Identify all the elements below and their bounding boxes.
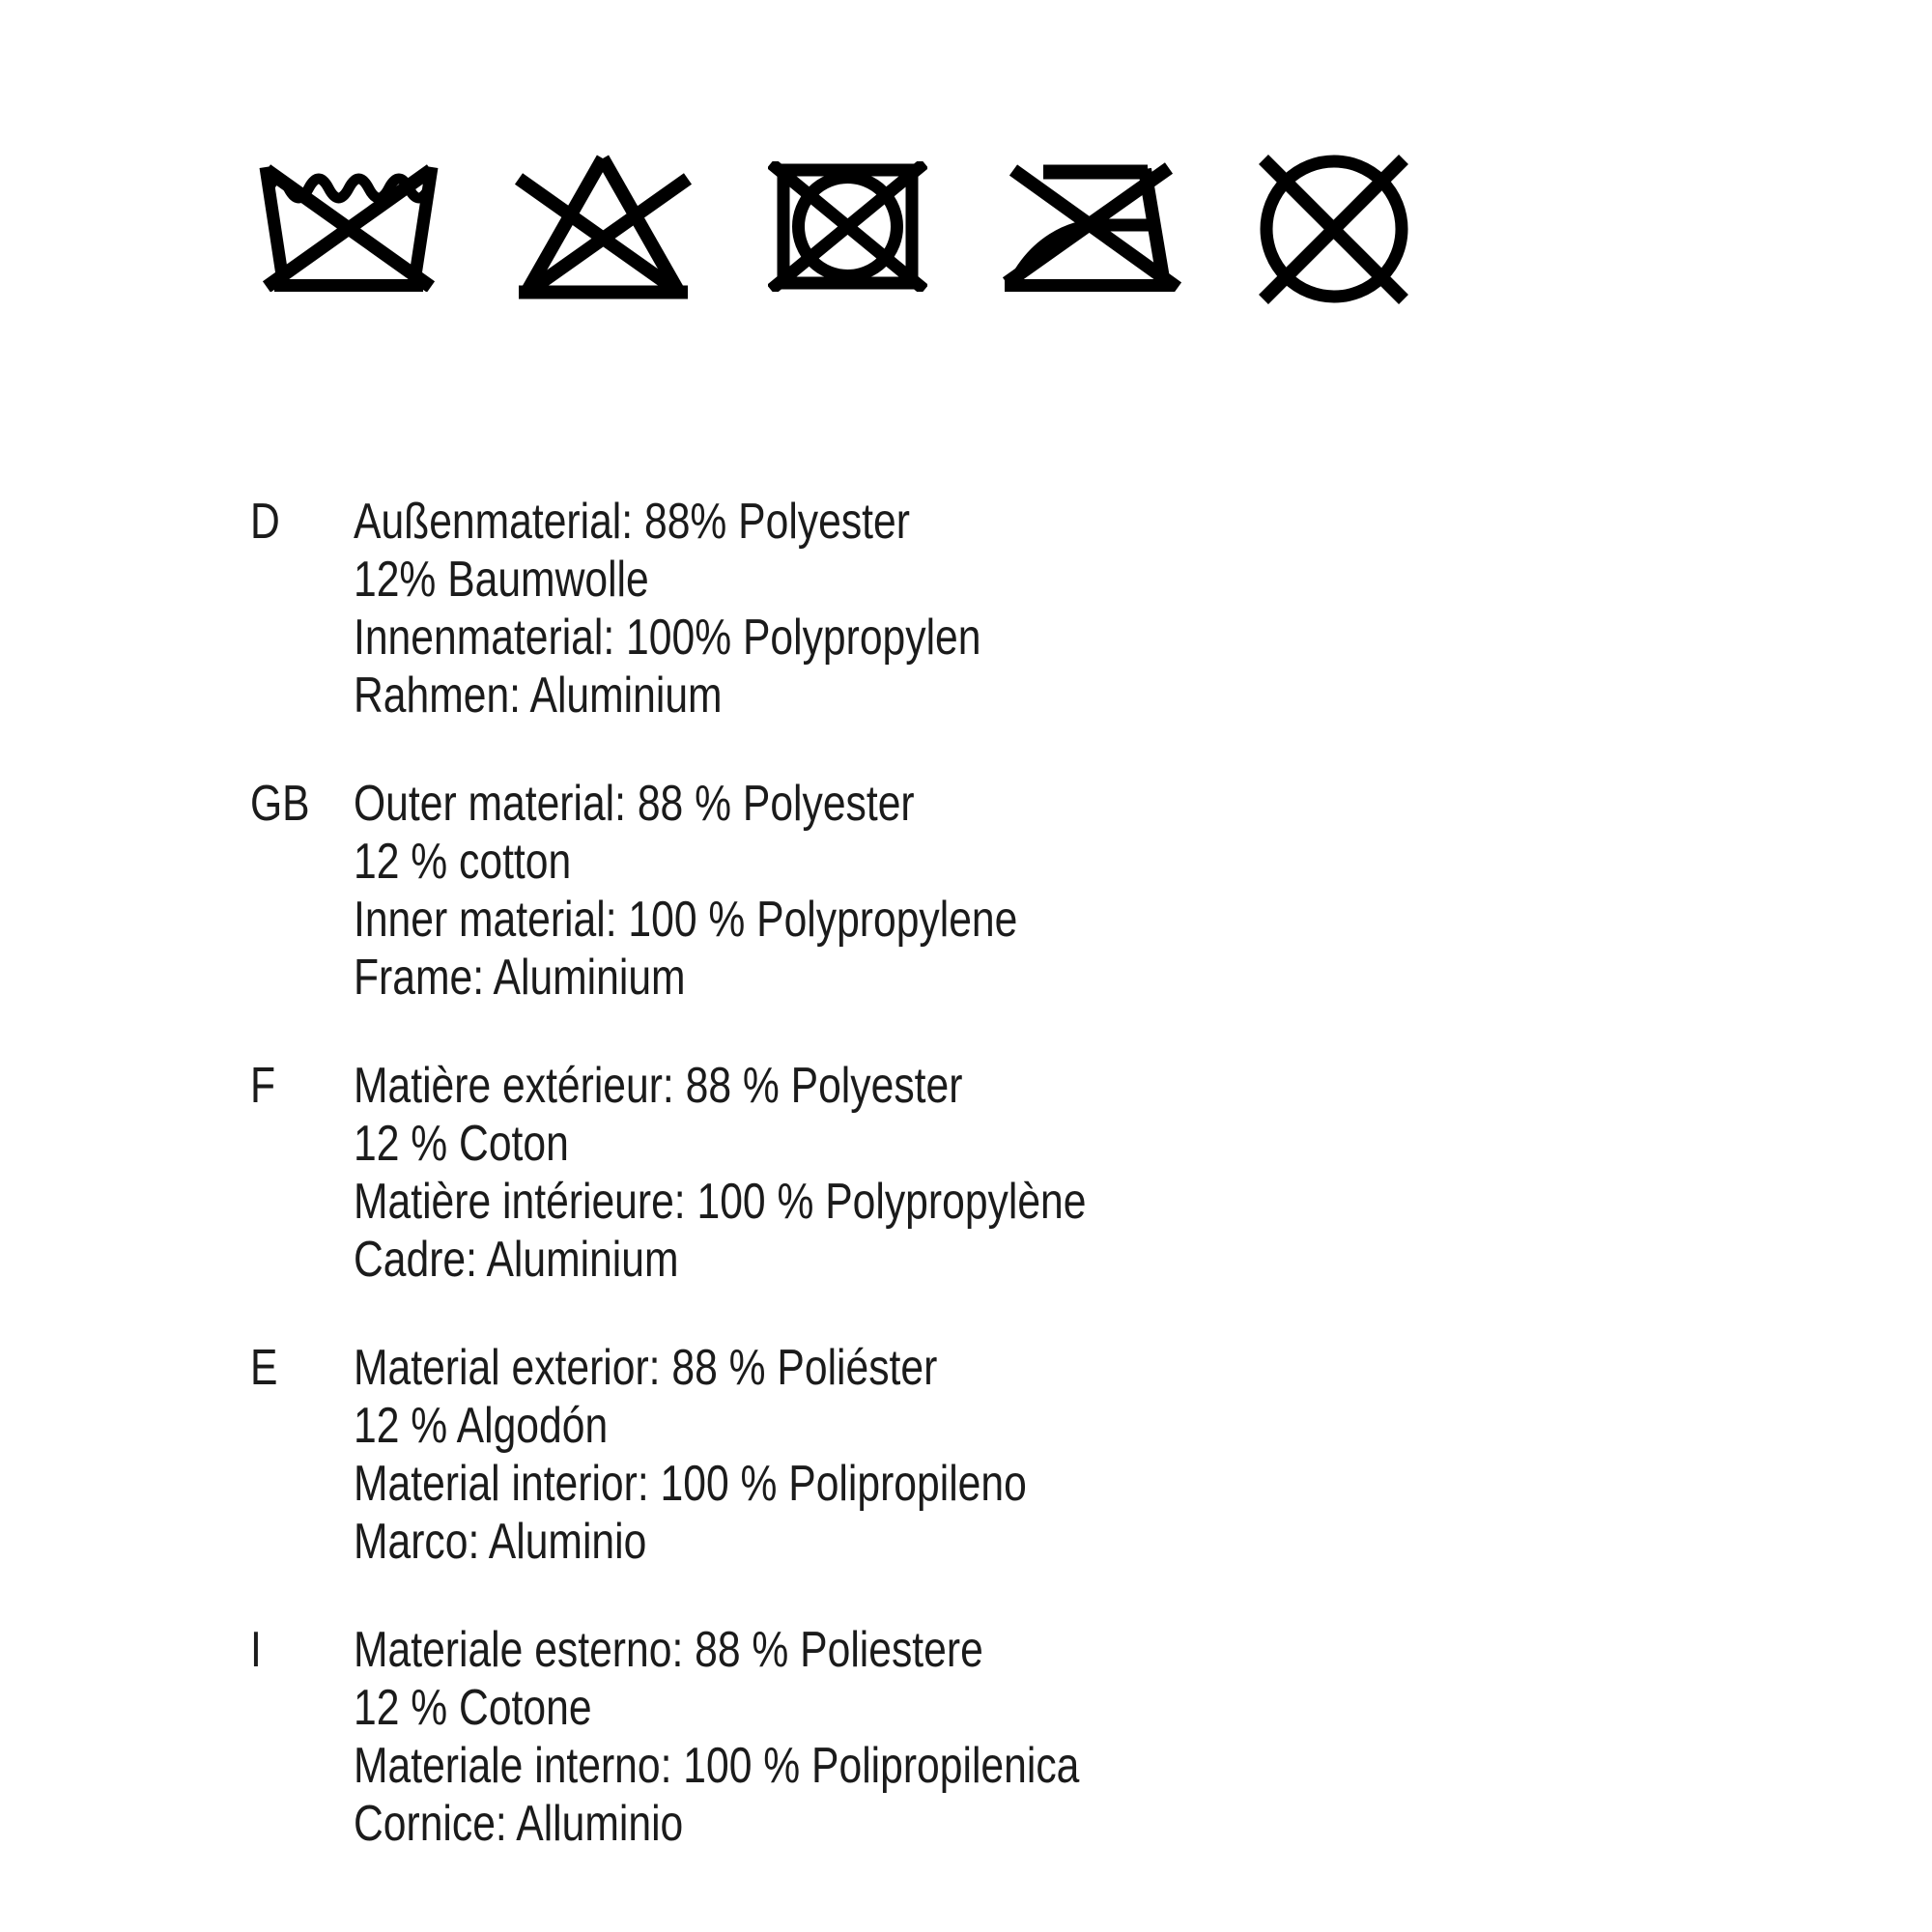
lang-block-spanish — [0, 1339, 1932, 1571]
material-line: Innenmaterial: 100% Polypropylen — [354, 610, 981, 666]
material-line: Cadre: Aluminium — [354, 1232, 679, 1288]
lang-code: I — [250, 1622, 262, 1678]
material-info-section — [0, 493, 1932, 1903]
care-symbols-row — [0, 0, 1932, 328]
material-line: Material exterior: 88 % Poliéster — [354, 1340, 938, 1396]
lang-block-english — [0, 775, 1932, 1007]
lang-lines — [0, 1057, 1932, 1289]
material-line: Frame: Aluminium — [354, 950, 686, 1006]
lang-block-italian — [0, 1621, 1932, 1853]
lang-code: F — [250, 1058, 276, 1114]
do-not-dry-clean-icon — [1249, 150, 1418, 309]
material-line: 12 % cotton — [354, 834, 572, 890]
do-not-wash-icon — [257, 161, 440, 292]
do-not-bleach-icon — [514, 155, 693, 299]
material-line: Marco: Aluminio — [354, 1514, 647, 1570]
material-line: Outer material: 88 % Polyester — [354, 776, 915, 832]
lang-code: D — [250, 494, 280, 550]
material-line: Materiale interno: 100 % Polipropilenica — [354, 1738, 1080, 1794]
material-line: Inner material: 100 % Polypropylene — [354, 892, 1018, 948]
material-line: Außenmaterial: 88% Polyester — [354, 494, 910, 550]
lang-code: GB — [250, 776, 310, 832]
do-not-tumble-dry-icon — [768, 161, 927, 292]
lang-lines — [0, 493, 1932, 724]
lang-block-french — [0, 1057, 1932, 1289]
material-line: 12 % Coton — [354, 1116, 569, 1172]
material-line: Material interior: 100 % Polipropileno — [354, 1456, 1027, 1512]
material-line: 12 % Algodón — [354, 1398, 609, 1454]
material-line: Materiale esterno: 88 % Poliestere — [354, 1622, 983, 1678]
do-not-iron-icon — [1002, 161, 1185, 292]
lang-lines — [0, 1621, 1932, 1853]
lang-lines — [0, 1339, 1932, 1571]
material-line: Rahmen: Aluminium — [354, 668, 723, 724]
material-line: Cornice: Alluminio — [354, 1796, 684, 1852]
material-line: 12 % Cotone — [354, 1680, 592, 1736]
material-line: 12% Baumwolle — [354, 552, 649, 608]
material-line: Matière extérieur: 88 % Polyester — [354, 1058, 963, 1114]
lang-code: E — [250, 1340, 278, 1396]
lang-block-german — [0, 493, 1932, 724]
material-line: Matière intérieure: 100 % Polypropylène — [354, 1174, 1087, 1230]
